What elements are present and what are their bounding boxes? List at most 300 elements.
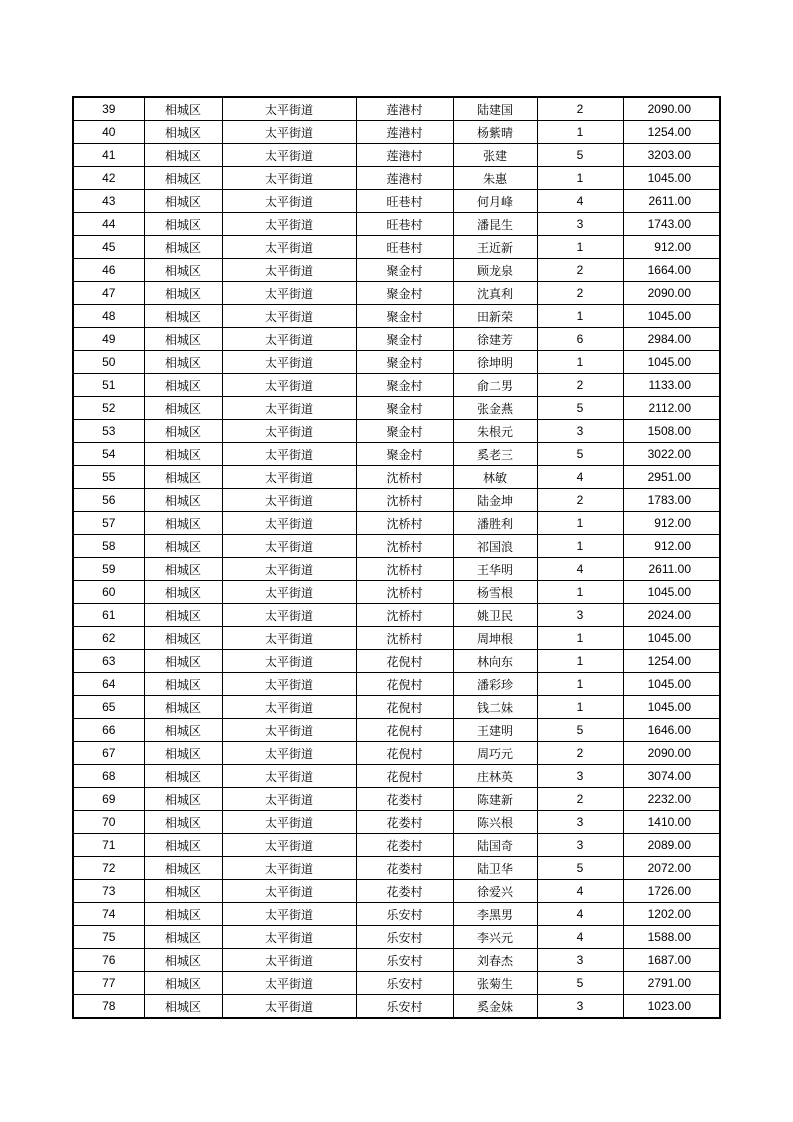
cell-village: 花倪村 xyxy=(356,673,453,696)
table-row xyxy=(73,328,720,351)
cell-village: 沈桥村 xyxy=(356,581,453,604)
cell-village: 乐安村 xyxy=(356,972,453,995)
table-row xyxy=(73,167,720,190)
cell-street: 太平街道 xyxy=(222,236,356,259)
cell-number: 68 xyxy=(73,765,144,788)
cell-amount: 2611.00 xyxy=(623,190,720,213)
cell-name: 王近新 xyxy=(453,236,537,259)
cell-household-count: 5 xyxy=(537,972,623,995)
cell-village: 花娄村 xyxy=(356,834,453,857)
cell-street: 太平街道 xyxy=(222,765,356,788)
cell-district: 相城区 xyxy=(144,466,222,489)
cell-amount: 1743.00 xyxy=(623,213,720,236)
cell-amount: 1023.00 xyxy=(623,995,720,1019)
cell-street: 太平街道 xyxy=(222,351,356,374)
cell-household-count: 4 xyxy=(537,880,623,903)
cell-village: 乐安村 xyxy=(356,995,453,1019)
cell-street: 太平街道 xyxy=(222,97,356,121)
cell-district: 相城区 xyxy=(144,972,222,995)
table-row xyxy=(73,213,720,236)
table-row xyxy=(73,351,720,374)
cell-district: 相城区 xyxy=(144,696,222,719)
cell-name: 周巧元 xyxy=(453,742,537,765)
cell-name: 李兴元 xyxy=(453,926,537,949)
cell-district: 相城区 xyxy=(144,374,222,397)
cell-name: 姚卫民 xyxy=(453,604,537,627)
cell-village: 旺巷村 xyxy=(356,190,453,213)
cell-name: 奚老三 xyxy=(453,443,537,466)
cell-amount: 3022.00 xyxy=(623,443,720,466)
cell-village: 沈桥村 xyxy=(356,604,453,627)
cell-district: 相城区 xyxy=(144,857,222,880)
cell-name: 潘昆生 xyxy=(453,213,537,236)
cell-village: 沈桥村 xyxy=(356,535,453,558)
cell-number: 65 xyxy=(73,696,144,719)
cell-household-count: 1 xyxy=(537,512,623,535)
cell-number: 66 xyxy=(73,719,144,742)
cell-name: 陆建国 xyxy=(453,97,537,121)
cell-village: 花娄村 xyxy=(356,880,453,903)
table-row xyxy=(73,811,720,834)
cell-number: 50 xyxy=(73,351,144,374)
cell-number: 58 xyxy=(73,535,144,558)
cell-household-count: 1 xyxy=(537,167,623,190)
cell-number: 52 xyxy=(73,397,144,420)
cell-district: 相城区 xyxy=(144,351,222,374)
cell-amount: 1133.00 xyxy=(623,374,720,397)
cell-amount: 1045.00 xyxy=(623,627,720,650)
cell-amount: 2090.00 xyxy=(623,282,720,305)
cell-household-count: 6 xyxy=(537,328,623,351)
cell-amount: 3074.00 xyxy=(623,765,720,788)
cell-number: 73 xyxy=(73,880,144,903)
cell-amount: 1646.00 xyxy=(623,719,720,742)
cell-amount: 1588.00 xyxy=(623,926,720,949)
table-row xyxy=(73,857,720,880)
table-row xyxy=(73,995,720,1019)
cell-amount: 1664.00 xyxy=(623,259,720,282)
cell-village: 莲港村 xyxy=(356,97,453,121)
cell-district: 相城区 xyxy=(144,167,222,190)
cell-district: 相城区 xyxy=(144,627,222,650)
cell-household-count: 5 xyxy=(537,397,623,420)
cell-number: 70 xyxy=(73,811,144,834)
cell-village: 花倪村 xyxy=(356,719,453,742)
cell-amount: 2951.00 xyxy=(623,466,720,489)
cell-street: 太平街道 xyxy=(222,305,356,328)
table-row xyxy=(73,397,720,420)
cell-amount: 2112.00 xyxy=(623,397,720,420)
cell-village: 花倪村 xyxy=(356,696,453,719)
cell-name: 林向东 xyxy=(453,650,537,673)
cell-village: 花娄村 xyxy=(356,788,453,811)
cell-name: 杨雪根 xyxy=(453,581,537,604)
cell-street: 太平街道 xyxy=(222,604,356,627)
cell-amount: 912.00 xyxy=(623,512,720,535)
cell-amount: 1045.00 xyxy=(623,167,720,190)
table-row xyxy=(73,97,720,121)
cell-name: 陈兴根 xyxy=(453,811,537,834)
cell-number: 69 xyxy=(73,788,144,811)
table-row xyxy=(73,604,720,627)
table-row xyxy=(73,420,720,443)
cell-name: 顾龙泉 xyxy=(453,259,537,282)
table-row xyxy=(73,144,720,167)
cell-village: 沈桥村 xyxy=(356,627,453,650)
cell-number: 42 xyxy=(73,167,144,190)
cell-district: 相城区 xyxy=(144,604,222,627)
cell-name: 庄林英 xyxy=(453,765,537,788)
cell-district: 相城区 xyxy=(144,144,222,167)
cell-street: 太平街道 xyxy=(222,190,356,213)
cell-village: 沈桥村 xyxy=(356,466,453,489)
cell-number: 39 xyxy=(73,97,144,121)
cell-district: 相城区 xyxy=(144,673,222,696)
cell-street: 太平街道 xyxy=(222,972,356,995)
cell-district: 相城区 xyxy=(144,765,222,788)
cell-village: 乐安村 xyxy=(356,926,453,949)
cell-household-count: 1 xyxy=(537,351,623,374)
cell-name: 朱根元 xyxy=(453,420,537,443)
cell-household-count: 3 xyxy=(537,765,623,788)
cell-household-count: 1 xyxy=(537,673,623,696)
cell-amount: 2072.00 xyxy=(623,857,720,880)
cell-name: 陆金坤 xyxy=(453,489,537,512)
cell-amount: 1045.00 xyxy=(623,696,720,719)
cell-number: 62 xyxy=(73,627,144,650)
cell-name: 王建明 xyxy=(453,719,537,742)
cell-household-count: 4 xyxy=(537,466,623,489)
cell-number: 75 xyxy=(73,926,144,949)
cell-village: 莲港村 xyxy=(356,144,453,167)
cell-household-count: 4 xyxy=(537,903,623,926)
cell-household-count: 1 xyxy=(537,696,623,719)
table-row xyxy=(73,190,720,213)
cell-name: 钱二妹 xyxy=(453,696,537,719)
cell-name: 张建 xyxy=(453,144,537,167)
cell-street: 太平街道 xyxy=(222,811,356,834)
cell-number: 44 xyxy=(73,213,144,236)
cell-household-count: 1 xyxy=(537,627,623,650)
cell-name: 陆国奇 xyxy=(453,834,537,857)
cell-amount: 1202.00 xyxy=(623,903,720,926)
cell-number: 78 xyxy=(73,995,144,1019)
cell-street: 太平街道 xyxy=(222,558,356,581)
cell-village: 聚金村 xyxy=(356,282,453,305)
cell-name: 李黑男 xyxy=(453,903,537,926)
cell-number: 74 xyxy=(73,903,144,926)
cell-household-count: 3 xyxy=(537,834,623,857)
cell-street: 太平街道 xyxy=(222,443,356,466)
cell-amount: 1045.00 xyxy=(623,581,720,604)
table-row xyxy=(73,903,720,926)
table-row xyxy=(73,972,720,995)
cell-amount: 1045.00 xyxy=(623,351,720,374)
cell-village: 沈桥村 xyxy=(356,512,453,535)
cell-amount: 1254.00 xyxy=(623,121,720,144)
cell-amount: 2232.00 xyxy=(623,788,720,811)
cell-district: 相城区 xyxy=(144,328,222,351)
cell-household-count: 2 xyxy=(537,742,623,765)
cell-street: 太平街道 xyxy=(222,788,356,811)
cell-street: 太平街道 xyxy=(222,535,356,558)
table-row xyxy=(73,236,720,259)
cell-district: 相城区 xyxy=(144,282,222,305)
table-row xyxy=(73,259,720,282)
cell-district: 相城区 xyxy=(144,926,222,949)
cell-number: 71 xyxy=(73,834,144,857)
cell-village: 莲港村 xyxy=(356,121,453,144)
cell-district: 相城区 xyxy=(144,650,222,673)
cell-amount: 1410.00 xyxy=(623,811,720,834)
cell-household-count: 2 xyxy=(537,374,623,397)
cell-name: 徐爱兴 xyxy=(453,880,537,903)
cell-district: 相城区 xyxy=(144,190,222,213)
table-row xyxy=(73,650,720,673)
cell-number: 60 xyxy=(73,581,144,604)
cell-village: 聚金村 xyxy=(356,397,453,420)
cell-number: 56 xyxy=(73,489,144,512)
cell-amount: 3203.00 xyxy=(623,144,720,167)
table-row xyxy=(73,121,720,144)
cell-household-count: 1 xyxy=(537,535,623,558)
cell-number: 54 xyxy=(73,443,144,466)
table-row xyxy=(73,696,720,719)
cell-number: 41 xyxy=(73,144,144,167)
cell-number: 46 xyxy=(73,259,144,282)
cell-district: 相城区 xyxy=(144,236,222,259)
cell-household-count: 2 xyxy=(537,97,623,121)
cell-amount: 2089.00 xyxy=(623,834,720,857)
cell-household-count: 3 xyxy=(537,811,623,834)
cell-number: 57 xyxy=(73,512,144,535)
table-row xyxy=(73,673,720,696)
cell-household-count: 1 xyxy=(537,650,623,673)
cell-household-count: 2 xyxy=(537,259,623,282)
roster-table-body xyxy=(73,97,720,1018)
table-row xyxy=(73,788,720,811)
cell-number: 45 xyxy=(73,236,144,259)
cell-village: 花娄村 xyxy=(356,857,453,880)
cell-district: 相城区 xyxy=(144,489,222,512)
cell-household-count: 3 xyxy=(537,995,623,1019)
cell-name: 陆卫华 xyxy=(453,857,537,880)
table-row xyxy=(73,374,720,397)
cell-street: 太平街道 xyxy=(222,719,356,742)
cell-amount: 1045.00 xyxy=(623,673,720,696)
cell-household-count: 3 xyxy=(537,420,623,443)
cell-district: 相城区 xyxy=(144,305,222,328)
table-row xyxy=(73,581,720,604)
table-row xyxy=(73,719,720,742)
cell-number: 43 xyxy=(73,190,144,213)
cell-village: 花倪村 xyxy=(356,765,453,788)
cell-street: 太平街道 xyxy=(222,374,356,397)
table-row xyxy=(73,949,720,972)
cell-street: 太平街道 xyxy=(222,627,356,650)
cell-street: 太平街道 xyxy=(222,696,356,719)
cell-name: 徐坤明 xyxy=(453,351,537,374)
cell-village: 乐安村 xyxy=(356,949,453,972)
cell-district: 相城区 xyxy=(144,880,222,903)
cell-district: 相城区 xyxy=(144,788,222,811)
cell-amount: 2024.00 xyxy=(623,604,720,627)
cell-district: 相城区 xyxy=(144,834,222,857)
cell-household-count: 5 xyxy=(537,719,623,742)
cell-amount: 1508.00 xyxy=(623,420,720,443)
cell-amount: 2791.00 xyxy=(623,972,720,995)
cell-name: 王华明 xyxy=(453,558,537,581)
table-row xyxy=(73,305,720,328)
cell-name: 何月峰 xyxy=(453,190,537,213)
cell-district: 相城区 xyxy=(144,213,222,236)
cell-district: 相城区 xyxy=(144,558,222,581)
cell-household-count: 1 xyxy=(537,236,623,259)
cell-amount: 1045.00 xyxy=(623,305,720,328)
table-row xyxy=(73,627,720,650)
cell-number: 55 xyxy=(73,466,144,489)
cell-district: 相城区 xyxy=(144,719,222,742)
roster-table xyxy=(72,96,721,1019)
cell-number: 63 xyxy=(73,650,144,673)
table-row xyxy=(73,558,720,581)
cell-name: 俞二男 xyxy=(453,374,537,397)
cell-number: 40 xyxy=(73,121,144,144)
cell-district: 相城区 xyxy=(144,259,222,282)
cell-household-count: 3 xyxy=(537,604,623,627)
cell-street: 太平街道 xyxy=(222,857,356,880)
cell-amount: 2611.00 xyxy=(623,558,720,581)
cell-street: 太平街道 xyxy=(222,213,356,236)
cell-name: 张菊生 xyxy=(453,972,537,995)
cell-street: 太平街道 xyxy=(222,673,356,696)
cell-street: 太平街道 xyxy=(222,742,356,765)
cell-village: 沈桥村 xyxy=(356,489,453,512)
cell-name: 祁国浪 xyxy=(453,535,537,558)
cell-street: 太平街道 xyxy=(222,880,356,903)
cell-district: 相城区 xyxy=(144,742,222,765)
cell-district: 相城区 xyxy=(144,903,222,926)
table-row xyxy=(73,742,720,765)
cell-village: 聚金村 xyxy=(356,420,453,443)
cell-name: 周坤根 xyxy=(453,627,537,650)
cell-district: 相城区 xyxy=(144,420,222,443)
cell-number: 47 xyxy=(73,282,144,305)
cell-village: 旺巷村 xyxy=(356,236,453,259)
cell-name: 陈建新 xyxy=(453,788,537,811)
cell-amount: 1726.00 xyxy=(623,880,720,903)
cell-village: 聚金村 xyxy=(356,443,453,466)
cell-number: 72 xyxy=(73,857,144,880)
cell-street: 太平街道 xyxy=(222,926,356,949)
cell-village: 花娄村 xyxy=(356,811,453,834)
cell-number: 48 xyxy=(73,305,144,328)
cell-name: 潘胜利 xyxy=(453,512,537,535)
cell-village: 旺巷村 xyxy=(356,213,453,236)
cell-number: 67 xyxy=(73,742,144,765)
cell-village: 乐安村 xyxy=(356,903,453,926)
cell-number: 64 xyxy=(73,673,144,696)
table-row xyxy=(73,834,720,857)
table-row xyxy=(73,926,720,949)
cell-name: 徐建芳 xyxy=(453,328,537,351)
cell-village: 聚金村 xyxy=(356,259,453,282)
cell-district: 相城区 xyxy=(144,121,222,144)
table-row xyxy=(73,765,720,788)
cell-household-count: 4 xyxy=(537,926,623,949)
cell-household-count: 2 xyxy=(537,282,623,305)
cell-amount: 1783.00 xyxy=(623,489,720,512)
cell-household-count: 5 xyxy=(537,857,623,880)
cell-number: 51 xyxy=(73,374,144,397)
cell-street: 太平街道 xyxy=(222,581,356,604)
cell-street: 太平街道 xyxy=(222,167,356,190)
cell-number: 61 xyxy=(73,604,144,627)
cell-street: 太平街道 xyxy=(222,834,356,857)
table-row xyxy=(73,535,720,558)
cell-amount: 2984.00 xyxy=(623,328,720,351)
cell-household-count: 3 xyxy=(537,213,623,236)
cell-number: 76 xyxy=(73,949,144,972)
cell-household-count: 5 xyxy=(537,144,623,167)
cell-name: 田新荣 xyxy=(453,305,537,328)
cell-district: 相城区 xyxy=(144,995,222,1019)
cell-village: 沈桥村 xyxy=(356,558,453,581)
cell-number: 59 xyxy=(73,558,144,581)
table-row xyxy=(73,282,720,305)
cell-village: 聚金村 xyxy=(356,374,453,397)
cell-name: 林敏 xyxy=(453,466,537,489)
cell-street: 太平街道 xyxy=(222,512,356,535)
cell-name: 沈真利 xyxy=(453,282,537,305)
cell-number: 77 xyxy=(73,972,144,995)
cell-name: 朱惠 xyxy=(453,167,537,190)
cell-household-count: 5 xyxy=(537,443,623,466)
cell-name: 潘彩珍 xyxy=(453,673,537,696)
cell-street: 太平街道 xyxy=(222,903,356,926)
cell-village: 聚金村 xyxy=(356,351,453,374)
cell-district: 相城区 xyxy=(144,97,222,121)
cell-district: 相城区 xyxy=(144,581,222,604)
cell-street: 太平街道 xyxy=(222,121,356,144)
cell-name: 张金燕 xyxy=(453,397,537,420)
cell-street: 太平街道 xyxy=(222,282,356,305)
cell-amount: 1254.00 xyxy=(623,650,720,673)
cell-name: 奚金妹 xyxy=(453,995,537,1019)
cell-district: 相城区 xyxy=(144,512,222,535)
cell-household-count: 2 xyxy=(537,788,623,811)
cell-amount: 2090.00 xyxy=(623,97,720,121)
cell-household-count: 3 xyxy=(537,949,623,972)
cell-village: 聚金村 xyxy=(356,328,453,351)
cell-amount: 912.00 xyxy=(623,535,720,558)
table-row xyxy=(73,512,720,535)
cell-street: 太平街道 xyxy=(222,650,356,673)
cell-district: 相城区 xyxy=(144,535,222,558)
cell-household-count: 1 xyxy=(537,305,623,328)
cell-amount: 1687.00 xyxy=(623,949,720,972)
cell-village: 花倪村 xyxy=(356,742,453,765)
cell-street: 太平街道 xyxy=(222,420,356,443)
cell-name: 刘春杰 xyxy=(453,949,537,972)
cell-street: 太平街道 xyxy=(222,259,356,282)
cell-street: 太平街道 xyxy=(222,466,356,489)
table-row xyxy=(73,489,720,512)
cell-name: 杨紫晴 xyxy=(453,121,537,144)
cell-street: 太平街道 xyxy=(222,144,356,167)
cell-district: 相城区 xyxy=(144,811,222,834)
table-row xyxy=(73,466,720,489)
